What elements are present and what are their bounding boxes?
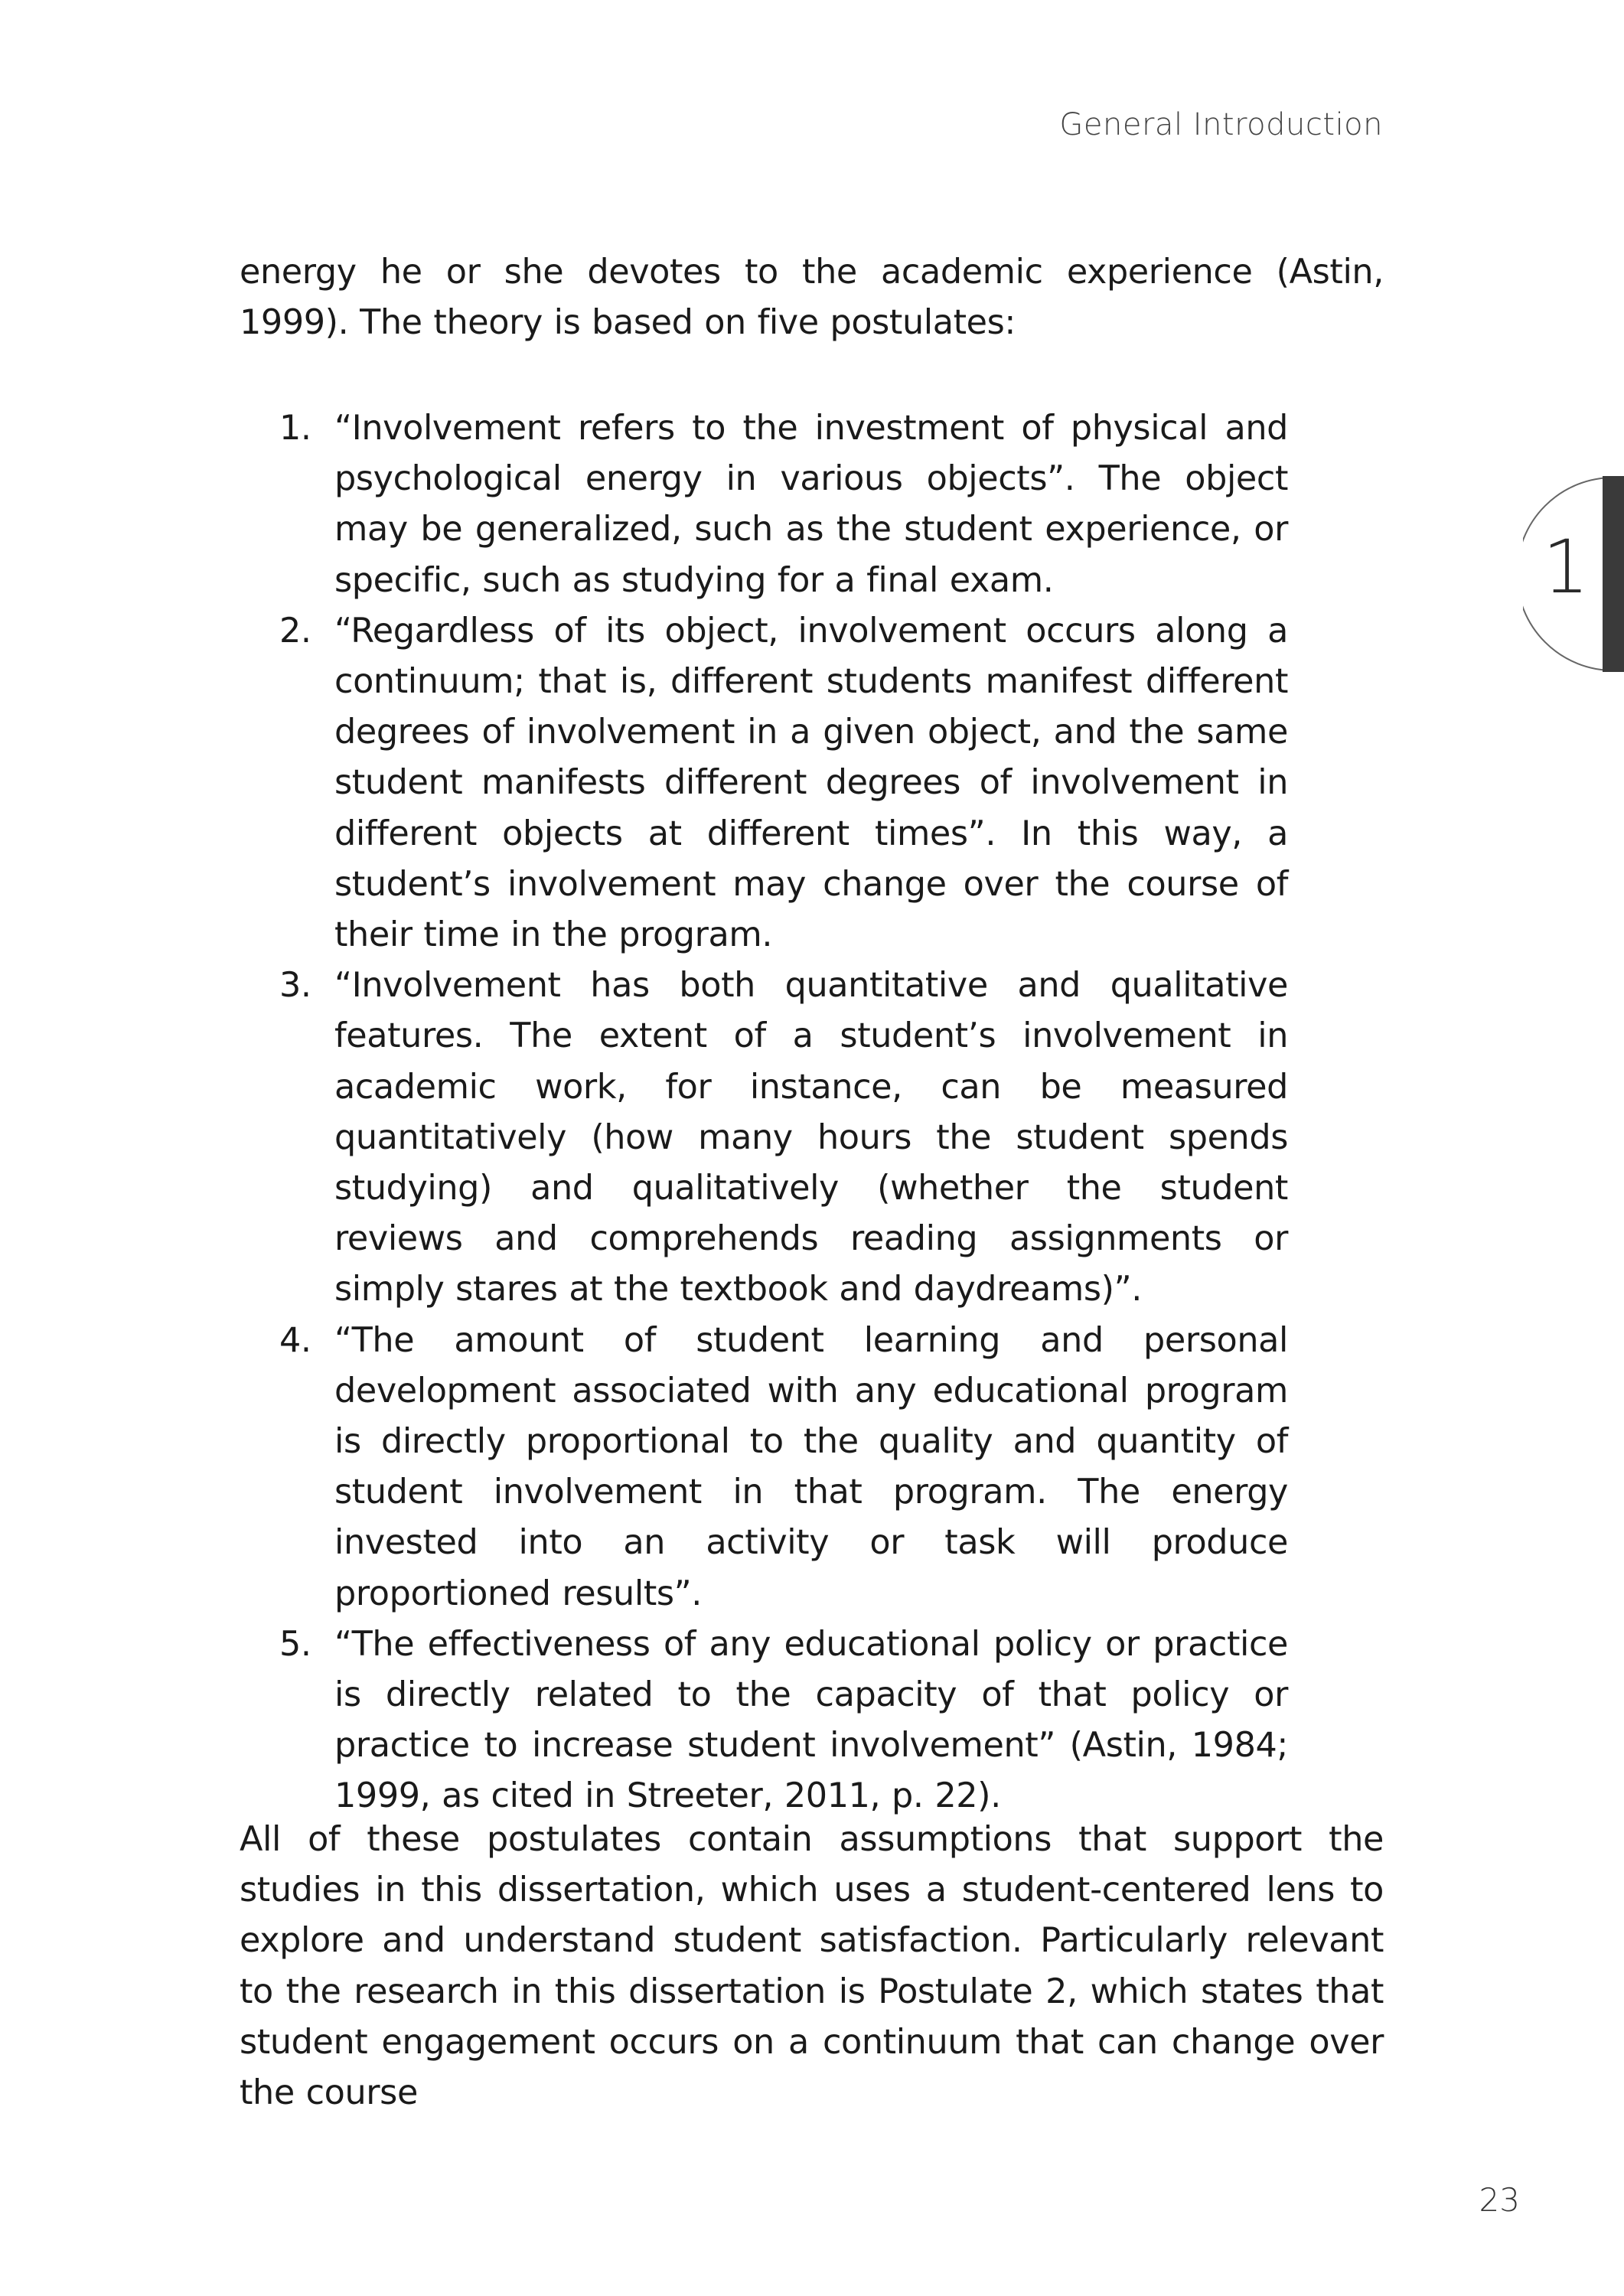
running-header: General Introduction [1059,107,1383,142]
chapter-tab [1523,476,1624,672]
intro-paragraph: energy he or she devotes to the academic experience (Astin, 1999). The theory is based on five postulates: [240,253,1384,343]
list-item [279,1316,1288,1619]
list-item-text: “The effectiveness of any educational policy or practice is directly related to the capacity of that policy or practice to increase student involvement” (Astin, 1984; 1999, as cited in Streeter, 2011, p. 22). [334,1624,1288,1816]
closing-paragraph: All of these postulates contain assumptions that support the studies in this dissertation, which uses a student-centered lens to explore and understand student satisfaction. Particularly relevant to the research in this dissertation is Postulate 2, which states that student engagement occurs on a continuum that can change over the course [240,1820,1384,2113]
list-item-number: 4. [279,1320,311,1360]
list-item [279,960,1288,1315]
page-number: 23 [1479,2181,1520,2219]
list-item-text: “Regardless of its object, involvement occurs along a continuum; that is, different students manifest different degrees of involvement in a given object, and the same student manifests different degrees of involvement in different objects at different times”. In this way, a student’s involvement may change over the course of their time in the program. [334,611,1288,955]
chapter-tab-bar [1603,476,1624,672]
list-item-number: 5. [279,1624,311,1664]
chapter-number: 1 [1542,524,1590,610]
postulate-list [279,403,1288,1822]
list-item-number: 3. [279,966,311,1006]
list-item [279,606,1288,960]
list-item-text: “The amount of student learning and personal development associated with any educational program is directly proportional to the quality and quantity of student involvement in that program. The energy invested into an activity or task will produce proportioned results”. [334,1320,1288,1613]
list-item-number: 1. [279,409,311,448]
list-item [279,403,1288,606]
list-item [279,1619,1288,1822]
list-item-text: “Involvement has both quantitative and qualitative features. The extent of a student’s involvement in academic work, for instance, can be measured quantitatively (how many hours the student spends studying) and qualitatively (whether the student reviews and comprehends reading assignments or simply stares at the textbook and daydreams)”. [334,966,1288,1309]
list-item-text: “Involvement refers to the investment of physical and psychological energy in various objects”. The object may be generalized, such as the student experience, or specific, such as studying for a final exam. [334,409,1288,600]
list-item-number: 2. [279,611,311,651]
